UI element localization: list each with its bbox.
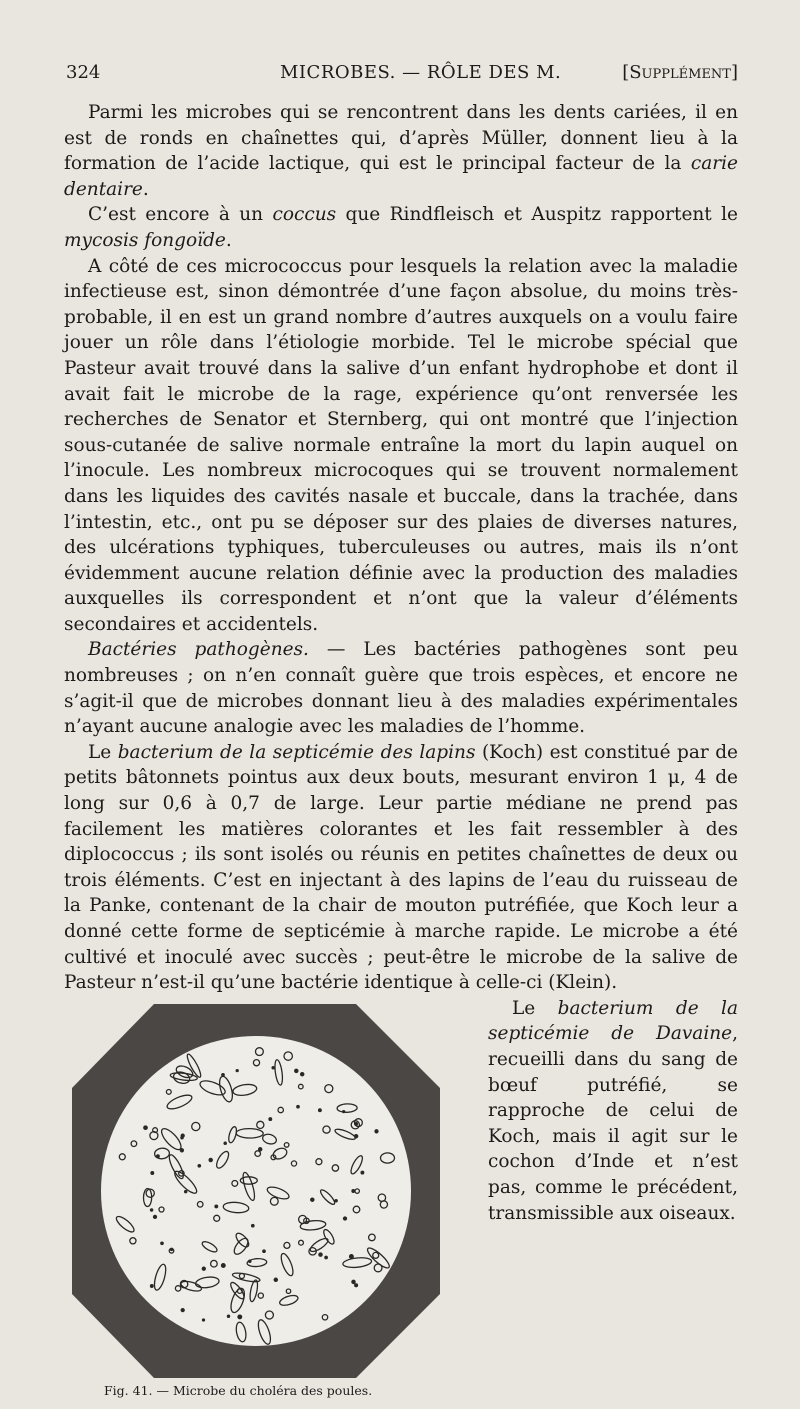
text-run: (Koch) est constitué par de petits bâtonnets pointus aux deux bouts, mesurant environ 1 μ, 4 de long sur 0,6 à 0,7 de large. Leur partie médiane ne prend pas facilement les matières colorantes et les fait ressembler à des diplococcus ; ils sont isolés ou réunis en petites chaînettes de deux ou trois éléments. C’est en injectant à des lapins de l’eau du ruisseau de la Panke, contenant de la chair de mouton putréfiée, que Koch leur a donné cette forme de septicémie à marche rapide. Le microbe a été cultivé et inoculé avec succès ; peut-être le microbe de la salive de Pasteur n’est-il qu’une bactérie identique à celle-ci (Klein).	[64, 741, 738, 994]
granule	[311, 1198, 314, 1201]
granule	[259, 1147, 262, 1150]
text-run: C’est encore à un	[88, 204, 273, 226]
granule	[355, 1284, 358, 1287]
granule	[222, 1263, 226, 1267]
granule	[157, 1155, 160, 1158]
figure-caption: Fig. 41. — Microbe du choléra des poules.	[104, 1382, 373, 1398]
granule	[161, 1242, 163, 1244]
granule	[144, 1126, 147, 1129]
granule	[301, 1072, 304, 1075]
text-run: Parmi les microbes qui se rencontrent dans les dents cariées, il en est de ronds en chaînettes qui, d’après Müller, donnent lieu à la formation de l’acide lactique, qui est le principal facteur de la	[64, 102, 738, 175]
paragraph-micrococcus: A côté de ces micrococcus pour lesquels la relation avec la maladie infectieuse est, sinon démontrée d’une façon absolue, du moins très-probable, il en est un grand nombre d’autres auxquels on a voulu faire jouer un rôle dans l’étiologie morbide. Tel le microbe spécial que Pasteur avait trouvé dans la salive d’un enfant hydrophobe et dont il avait fait le microbe de la rage, expérience qu’ont renversée les recherches de Senator et Sternberg, qui ont montré que l’injection sous-cutanée de salive normale entraîne la mort du lapin auquel on l’inocule. Les nombreux microcoques qui se trouvent normalement dans les liquides des cavités nasale et buccale, dans la trachée, dans l’intestin, etc., ont pu se déposer sur des plaies de diverses natures, des ulcérations typhiques, tuberculeuses ou autres, mais ils n’ont évidemment aucune relation définie avec la production des maladies auxquelles ils correspondent et n’ont que la valeur d’éléments secondaires et accidentels.	[64, 255, 738, 635]
text-run: Le	[88, 741, 118, 763]
granule	[227, 1315, 229, 1317]
granule	[375, 1130, 378, 1133]
italic-term: coccus	[272, 204, 337, 226]
granule	[343, 1110, 345, 1112]
microscope-illustration	[64, 1004, 476, 1384]
text-run: Le	[512, 997, 558, 1019]
granule	[181, 1308, 184, 1311]
granule	[352, 1280, 355, 1283]
granule	[224, 1142, 226, 1144]
granule	[238, 1315, 242, 1319]
granule	[151, 1171, 154, 1174]
italic-term: bacterium de la septicémie de Davaine	[488, 997, 738, 1045]
granule	[181, 1136, 183, 1138]
granule	[171, 1248, 173, 1250]
granule	[202, 1267, 205, 1270]
granule	[272, 1066, 274, 1068]
granule	[154, 1215, 157, 1218]
body-text	[64, 100, 738, 1409]
granule	[319, 1109, 322, 1112]
paragraph-mycosis	[64, 202, 738, 253]
granule	[350, 1254, 354, 1258]
granule	[269, 1118, 272, 1121]
granule	[180, 1149, 183, 1152]
paragraph-koch-bacterium	[64, 740, 738, 996]
page-number: 324	[66, 62, 101, 83]
paragraph-dental-caries	[64, 100, 738, 202]
granule	[236, 1069, 238, 1071]
granule	[252, 1224, 254, 1226]
granule	[185, 1190, 187, 1192]
granule	[352, 1189, 355, 1192]
text-run: — Les bactéries pathogènes sont peu nombreuses ; on n’en connaît guère que trois espèces, et encore ne s’agit-il que de microbes donnant lieu à des maladies expérimentales n’ayant aucune analogie avec les maladies de l’homme.	[64, 639, 738, 738]
text-run: .	[225, 229, 232, 251]
granule	[215, 1205, 218, 1208]
granule	[325, 1256, 327, 1258]
granule	[151, 1284, 154, 1287]
granule	[209, 1158, 212, 1161]
granule	[319, 1253, 322, 1256]
italic-term: mycosis fongoïde	[64, 229, 226, 251]
paragraph-pathogenic-bacteria	[64, 637, 738, 739]
granule	[151, 1209, 153, 1211]
running-title: MICROBES. — RÔLE DES M.	[280, 62, 562, 83]
granule	[203, 1319, 205, 1321]
figure-41	[64, 1004, 476, 1409]
text-run: , recueilli dans du sang de bœuf putréfié, se rapproche de celui de Koch, mais il agit sur le cochon d’Inde et n’est pas, comme le précédent, transmissible aux oiseaux.	[488, 1023, 738, 1224]
granule	[335, 1199, 337, 1201]
granule	[295, 1069, 298, 1072]
granule	[361, 1171, 364, 1174]
text-run: que Rindfleisch et Auspitz rapportent le	[336, 204, 739, 226]
granule	[274, 1278, 277, 1281]
granule	[297, 1105, 299, 1107]
granule	[198, 1164, 200, 1166]
granule	[263, 1250, 265, 1252]
running-header	[66, 62, 738, 86]
italic-heading: Bactéries pathogènes.	[88, 639, 309, 661]
section-label: [Supplément]	[622, 62, 738, 83]
italic-term: carie dentaire	[64, 153, 738, 200]
italic-term: bacterium de la septicémie des lapins	[117, 741, 476, 763]
granule	[344, 1217, 347, 1220]
text-run: .	[142, 178, 149, 200]
